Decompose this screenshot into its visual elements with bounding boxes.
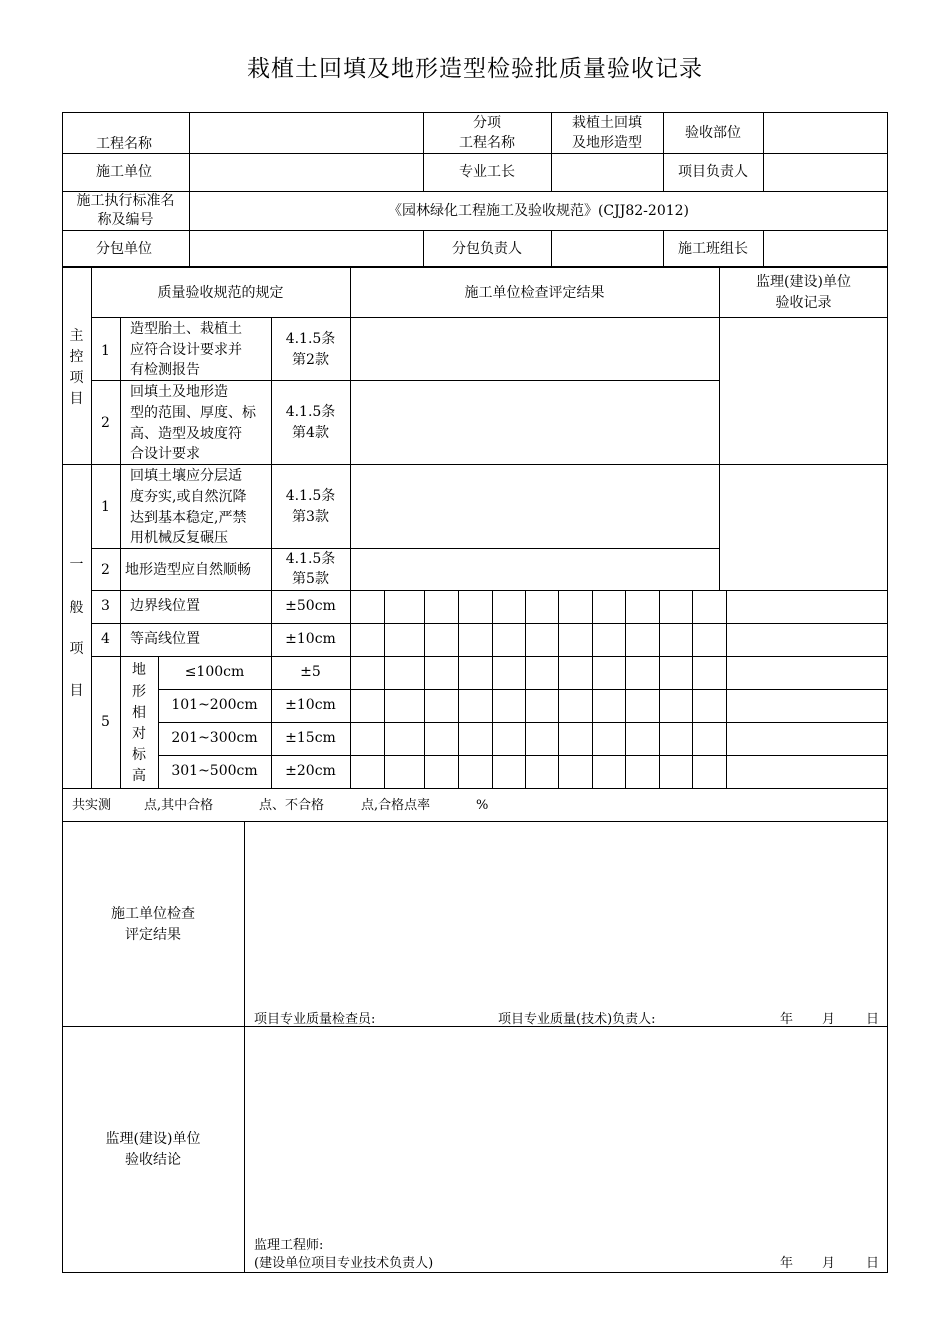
terrain-label-char: 对 <box>132 726 146 742</box>
general-item-tolerance: ±50cm <box>285 598 336 614</box>
date-month: 月 <box>822 1012 836 1027</box>
column-spec-header: 质量验收规范的规定 <box>157 285 284 301</box>
main-item-text: 型的范围、厚度、标 <box>130 405 256 421</box>
main-item-clause: 4.1.5条 <box>285 404 336 420</box>
column-result-header: 施工单位检查评定结果 <box>464 285 605 301</box>
general-item-no: 3 <box>101 598 110 614</box>
construction-check-label: 评定结果 <box>125 927 181 943</box>
summary-total: 共实测 <box>72 798 112 813</box>
construction-check-label: 施工单位检查 <box>111 906 195 922</box>
general-item-clause: 4.1.5条 <box>285 488 336 504</box>
elevation-range: 101~200cm <box>171 697 258 713</box>
general-item-no: 5 <box>101 714 110 730</box>
date-year: 年 <box>780 1012 794 1027</box>
terrain-label-char: 标 <box>132 747 146 763</box>
quality-inspector-label: 项目专业质量检查员: <box>254 1012 376 1027</box>
general-item-text: 回填土壤应分层适 <box>130 468 242 484</box>
project-leader-label: 项目负责人 <box>678 164 748 180</box>
general-item-clause: 4.1.5条 <box>285 551 336 567</box>
main-item-clause: 第2款 <box>292 352 329 368</box>
summary-percent: % <box>476 798 489 813</box>
main-item-text: 回填土及地形造 <box>130 384 228 400</box>
terrain-label-char: 形 <box>132 684 146 700</box>
team-leader-label: 施工班组长 <box>678 241 748 257</box>
general-item-text: 等高线位置 <box>130 631 200 647</box>
column-supervision-header-1: 监理(建设)单位 <box>756 274 851 290</box>
general-item-text: 地形造型应自然顺畅 <box>125 562 251 578</box>
elevation-tolerance: ±5 <box>300 664 321 680</box>
sub-project-value-2: 及地形造型 <box>572 135 642 151</box>
general-item-text: 达到基本稳定,严禁 <box>130 510 247 526</box>
date-day: 日 <box>866 1256 880 1271</box>
page-title: 栽植土回填及地形造型检验批质量验收记录 <box>247 56 703 82</box>
general-item-no: 4 <box>101 631 110 647</box>
general-item-no: 2 <box>101 562 110 578</box>
main-category-char: 项 <box>69 370 84 386</box>
subcontract-leader-label: 分包负责人 <box>452 241 522 257</box>
standard-label-2: 称及编号 <box>97 212 154 228</box>
subcontractor-label: 分包单位 <box>96 241 152 257</box>
summary-rate: 点,合格点率 <box>361 798 431 813</box>
elevation-range: 301~500cm <box>171 763 258 779</box>
foreman-label: 专业工长 <box>459 164 515 180</box>
supervision-engineer-label: 监理工程师: <box>254 1238 324 1253</box>
standard-label-1: 施工执行标准名 <box>76 193 175 209</box>
supervision-conclusion-label: 监理(建设)单位 <box>105 1131 201 1147</box>
acceptance-part-label: 验收部位 <box>685 125 741 141</box>
supervision-conclusion-label: 验收结论 <box>125 1152 181 1168</box>
terrain-label-char: 高 <box>132 768 146 784</box>
elevation-range: ≤100cm <box>184 664 245 680</box>
quality-tech-leader-label: 项目专业质量(技术)负责人: <box>498 1012 656 1027</box>
general-item-clause: 第3款 <box>292 509 329 525</box>
main-item-clause: 第4款 <box>292 425 329 441</box>
elevation-range: 201~300cm <box>171 730 258 746</box>
main-item-text: 合设计要求 <box>130 446 200 462</box>
general-item-text: 用机械反复碾压 <box>130 530 228 546</box>
main-item-clause: 4.1.5条 <box>285 331 336 347</box>
sub-project-value-1: 栽植土回填 <box>572 115 642 131</box>
general-item-text: 度夯实,或自然沉降 <box>130 489 247 505</box>
construction-unit-label: 施工单位 <box>96 164 152 180</box>
project-name-label: 工程名称 <box>96 136 152 152</box>
summary-qualified: 点,其中合格 <box>144 798 214 813</box>
main-item-no: 1 <box>101 343 110 359</box>
general-item-tolerance: ±10cm <box>285 631 336 647</box>
main-category-char: 控 <box>69 349 84 365</box>
date-month: 月 <box>822 1256 836 1271</box>
general-category-char: 般 <box>69 600 84 616</box>
general-category-char: 项 <box>69 641 84 657</box>
general-item-clause: 第5款 <box>292 571 329 587</box>
standard-value: 《园林绿化工程施工及验收规范》(CJJ82-2012) <box>387 203 690 219</box>
summary-unqualified: 点、不合格 <box>259 798 325 813</box>
column-supervision-header-2: 验收记录 <box>775 295 832 311</box>
date-day: 日 <box>866 1012 880 1027</box>
terrain-label-char: 地 <box>132 662 146 678</box>
main-category-char: 目 <box>69 391 84 407</box>
main-item-text: 造型胎土、栽植土 <box>130 321 242 337</box>
terrain-label-char: 相 <box>132 705 146 721</box>
elevation-tolerance: ±20cm <box>285 763 336 779</box>
main-item-text: 应符合设计要求并 <box>130 342 242 358</box>
main-item-text: 高、造型及坡度符 <box>130 426 242 442</box>
main-item-text: 有检测报告 <box>130 362 200 378</box>
owner-tech-leader-label: (建设单位项目专业技术负责人) <box>254 1256 434 1271</box>
elevation-tolerance: ±15cm <box>285 730 336 746</box>
general-category-char: 目 <box>69 683 84 699</box>
general-item-text: 边界线位置 <box>130 598 200 614</box>
general-item-no: 1 <box>101 499 110 515</box>
date-year: 年 <box>780 1256 794 1271</box>
elevation-tolerance: ±10cm <box>285 697 336 713</box>
main-category-char: 主 <box>69 328 84 344</box>
general-category-char: 一 <box>69 557 84 573</box>
sub-project-label-2: 工程名称 <box>459 135 515 151</box>
main-item-no: 2 <box>101 415 110 431</box>
sub-project-label-1: 分项 <box>473 115 501 131</box>
